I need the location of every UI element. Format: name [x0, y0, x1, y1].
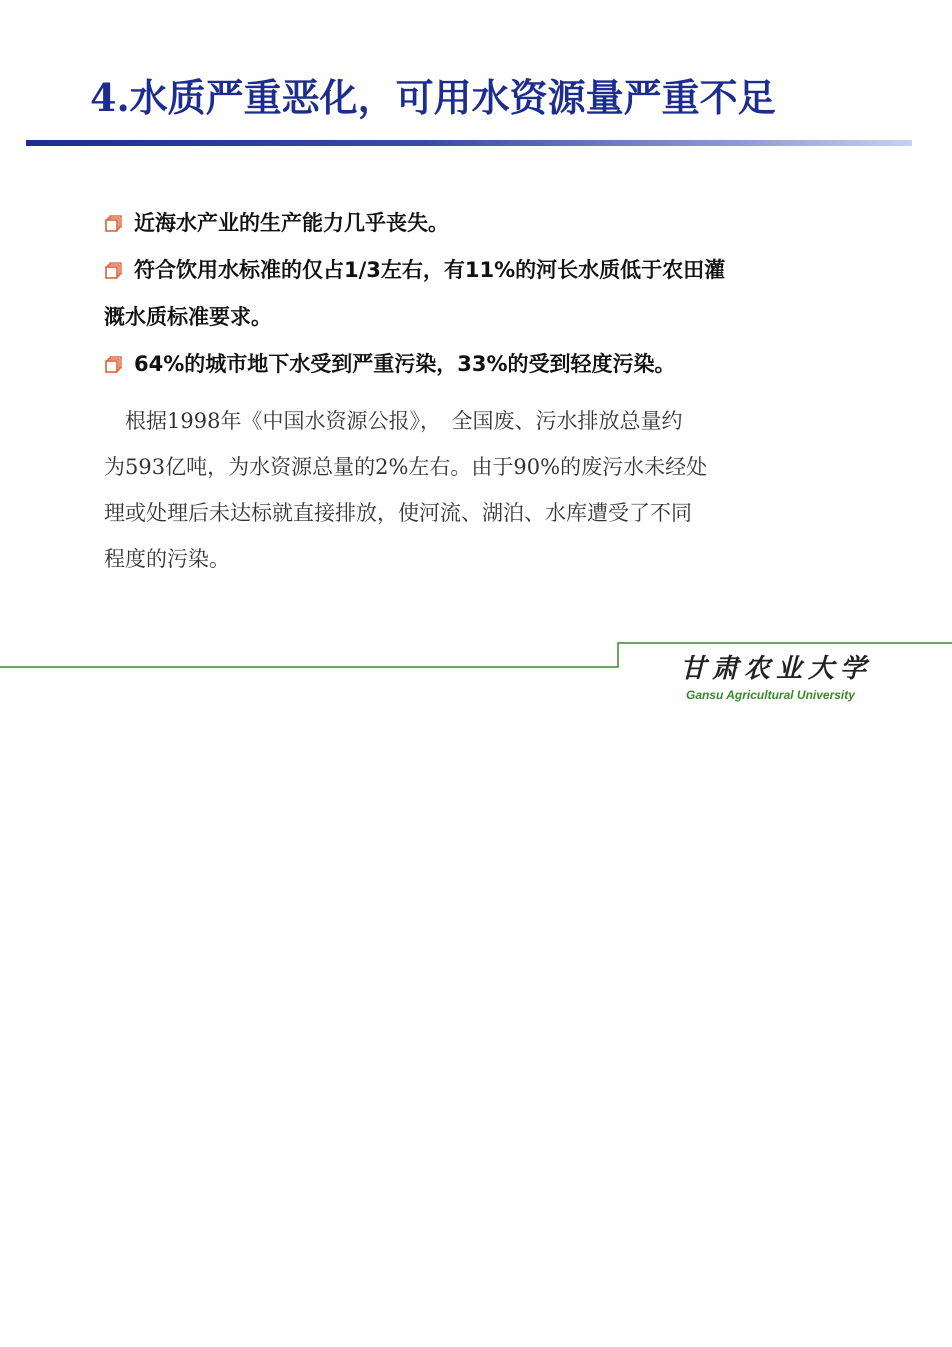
bullet-list [104, 200, 864, 388]
bullet-line [104, 341, 864, 388]
bullet-item [104, 341, 864, 388]
bullet-line [104, 247, 864, 294]
body-paragraph [104, 398, 864, 582]
slide-title: 4.水质严重恶化，可用水资源量严重不足 [90, 75, 776, 120]
paragraph-line: 理或处理后未达标就直接排放，使河流、湖泊、水库遭受了不同 [104, 501, 692, 525]
bullet-text: 符合饮用水标准的仅占1/3左右，有11%的河长水质低于农田灌 [134, 258, 726, 282]
title-divider [26, 140, 912, 146]
bullet-item [104, 247, 864, 341]
bullet-line [104, 200, 864, 247]
bullet-text: 64%的城市地下水受到严重污染，33%的受到轻度污染。 [134, 352, 676, 376]
university-logo [680, 652, 880, 702]
paragraph-line: 根据1998年《中国水资源公报》， 全国废、污水排放总量约 [104, 409, 683, 433]
paragraph-line: 为593亿吨，为水资源总量的2%左右。由于90%的废污水未经处 [104, 455, 708, 479]
bullet-line-continuation: 溉水质标准要求。 [104, 305, 272, 329]
bullet-text: 近海水产业的生产能力几乎丧失。 [134, 211, 449, 235]
stacked-pages-icon [104, 355, 124, 375]
paragraph-line: 程度的污染。 [104, 547, 230, 571]
logo-chinese-name: 甘肃农业大学 [680, 654, 873, 684]
stacked-pages-icon [104, 214, 124, 234]
logo-english-name: Gansu Agricultural University [686, 688, 855, 702]
bullet-item [104, 200, 864, 247]
stacked-pages-icon [104, 261, 124, 281]
